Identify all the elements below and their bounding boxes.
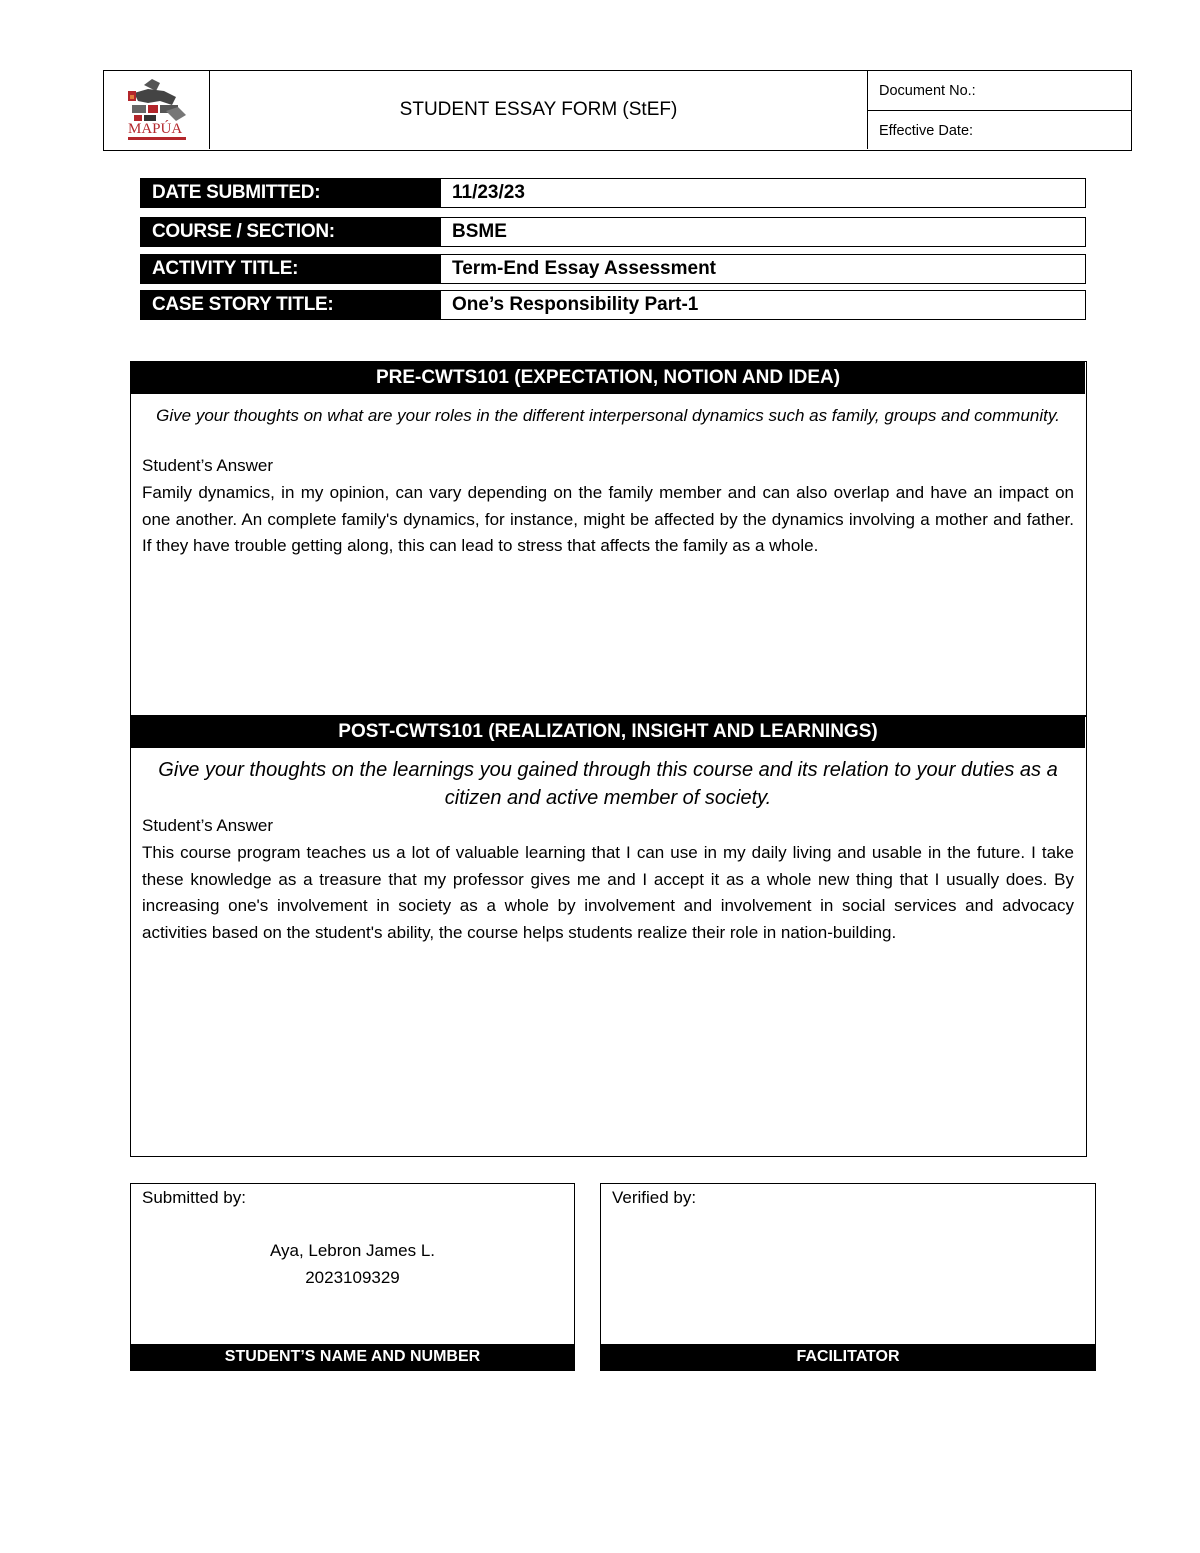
submitted-by-label: Submitted by: (142, 1188, 246, 1207)
pre-section (130, 361, 1087, 717)
logo-text: MAPÚA (128, 121, 183, 137)
course-section-label: COURSE / SECTION: (140, 217, 440, 247)
activity-title-label: ACTIVITY TITLE: (140, 254, 440, 284)
form-header (103, 70, 1132, 151)
verified-by-label: Verified by: (612, 1188, 697, 1207)
post-answer-label: Student’s Answer (142, 816, 274, 835)
date-submitted-value: 11/23/23 (440, 178, 1086, 208)
document-no-field: Document No.: (868, 71, 1131, 111)
form-title: STUDENT ESSAY FORM (StEF) (210, 71, 868, 149)
student-number: 2023109329 (305, 1268, 400, 1287)
mapua-logo (104, 71, 208, 149)
verified-by-box (600, 1183, 1096, 1371)
effective-date-field: Effective Date: (879, 123, 974, 139)
post-section (130, 715, 1087, 1157)
logo-cell (104, 71, 210, 149)
pre-answer: Family dynamics, in my opinion, can vary depending on the family member and can also overlap and have an impact on one another. An complete family's dynamics, for instance, might be affected by the dynamics involving a mother and father. If they have trouble getting along, this can lead to stress that affects the family as a whole. (142, 483, 1074, 555)
date-submitted-label: DATE SUBMITTED: (140, 178, 440, 208)
case-story-title-value: One’s Responsibility Part-1 (440, 290, 1086, 320)
pre-prompt: Give your thoughts on what are your roles in the different interpersonal dynamics such as family, groups and community. (156, 406, 1060, 425)
activity-title-value: Term-End Essay Assessment (440, 254, 1086, 284)
student-name: Aya, Lebron James L. (269, 1241, 436, 1260)
course-section-value: BSME (440, 217, 1086, 247)
pre-section-heading: PRE-CWTS101 (EXPECTATION, NOTION AND IDEA) (131, 362, 1085, 394)
submitted-by-box (130, 1183, 575, 1371)
facilitator-footer: FACILITATOR (601, 1344, 1095, 1370)
case-story-title-label: CASE STORY TITLE: (140, 290, 440, 320)
student-name-number-footer: STUDENT’S NAME AND NUMBER (131, 1344, 574, 1370)
post-answer: This course program teaches us a lot of valuable learning that I can use in my daily living and usable in the future. I take these knowledge as a treasure that my professor gives me and I accept it as a whole new thing that I usually does. By increasing one's involvement in society as a whole by involvement and involvement in social services and advocacy activities based on the student's ability, the course helps students realize their role in nation-building. (142, 843, 1074, 942)
logo-emblem-icon (128, 79, 186, 121)
post-prompt: Give your thoughts on the learnings you gained through this course and its relation to your duties as a citizen and active member of society. (158, 759, 1058, 809)
post-section-heading: POST-CWTS101 (REALIZATION, INSIGHT AND LEARNINGS) (131, 716, 1085, 748)
pre-answer-label: Student’s Answer (142, 456, 274, 475)
